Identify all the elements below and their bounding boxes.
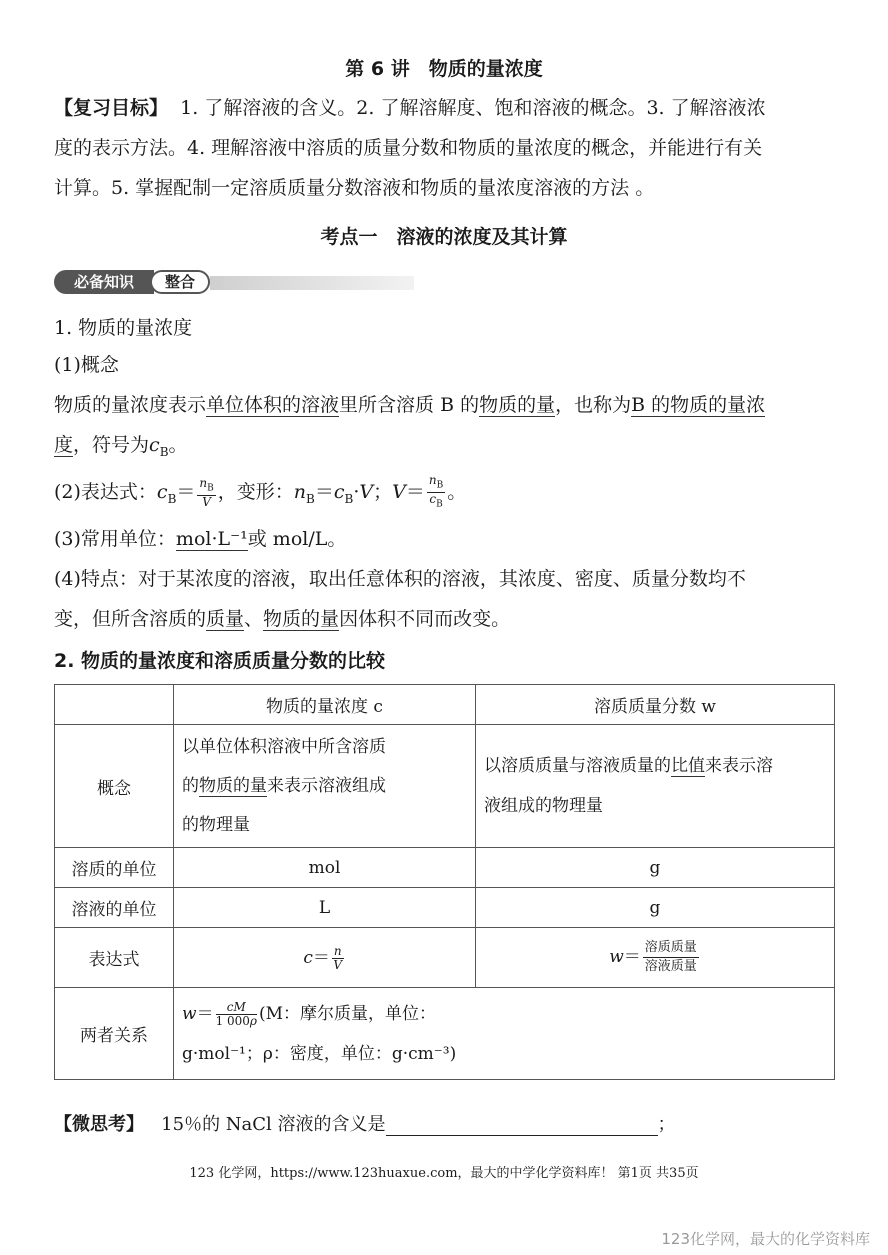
- text: 的: [182, 775, 199, 796]
- item-label: (3)常用单位：: [54, 527, 176, 550]
- table-row: [55, 928, 835, 988]
- table-header: 溶质质量分数 w: [476, 685, 835, 725]
- page-footer: 123 化学网，https://www.123huaxue.com，最大的中学化学资料库！ 第1页 共35页: [189, 1166, 699, 1181]
- underlined-term: 物质的量: [199, 775, 267, 796]
- think-question: [54, 1110, 676, 1136]
- row-label: 概念: [55, 725, 174, 848]
- table-cell: mol: [174, 848, 476, 888]
- table-header: 物质的量浓度 c: [174, 685, 476, 725]
- comparison-table: [54, 684, 835, 1080]
- text: ，符号为: [73, 434, 150, 456]
- table-row: [55, 888, 835, 928]
- symbol-sub: B: [159, 444, 169, 459]
- subsection-heading: 1. 物质的量浓度: [54, 317, 193, 339]
- text: 以溶质质量与溶液质量的: [484, 756, 671, 776]
- review-line: 度的表示方法。4. 理解溶液中溶质的质量分数和物质的量浓度的概念，并能进行有关: [54, 137, 763, 159]
- underlined-term: B 的物质的量浓: [631, 394, 766, 416]
- table-cell: L: [174, 888, 476, 928]
- text: ，变形：: [217, 480, 294, 503]
- knowledge-banner: [54, 270, 414, 294]
- review-goals: [54, 88, 838, 208]
- text: 以单位体积溶液中所含溶质: [182, 736, 386, 757]
- table-cell: [55, 685, 174, 725]
- underlined-term: 质量: [206, 607, 245, 630]
- row-label: 表达式: [55, 928, 174, 988]
- subsection-heading: 2. 物质的量浓度和溶质质量分数的比较: [54, 650, 386, 672]
- watermark: 123化学网，最大的化学资料库: [661, 1230, 870, 1248]
- row-label: 两者关系: [55, 988, 174, 1080]
- concept-block: [54, 345, 838, 639]
- page-title: 第 6 讲 物质的量浓度: [345, 58, 543, 80]
- think-label: 【微思考】: [54, 1114, 144, 1135]
- text: 15％的 NaCl 溶液的含义是: [161, 1114, 386, 1135]
- text: 液组成的物理量: [484, 796, 603, 816]
- table-cell: g: [476, 888, 835, 928]
- text: 变，但所含溶质的: [54, 607, 207, 630]
- banner-bar: [210, 276, 414, 290]
- fraction: $\frac{n_B}{V}$: [199, 475, 214, 509]
- expression-line: (2)表达式：$c_B=$ $\frac{n_B}{V}$ ，变形：$n_B=c_B\cdot V$；V＝ $\frac{n_B}{c_B}$ 。: [54, 472, 467, 510]
- table-cell: [174, 725, 476, 848]
- text: 、: [244, 607, 264, 630]
- fraction: $\frac{n}{V}$: [333, 944, 343, 972]
- table-cell: w＝ $\frac{cM}{1 000\rho}$ (M：摩尔质量，单位： g·mol⁻¹；ρ：密度，单位：g·cm⁻³): [174, 988, 835, 1080]
- table-row: [55, 988, 835, 1080]
- text: 或 mol/L。: [247, 527, 347, 550]
- row-label: 溶液的单位: [55, 888, 174, 928]
- section-heading: 考点一 溶液的浓度及其计算: [320, 226, 568, 248]
- table-row: [55, 848, 835, 888]
- item-label: (1)概念: [54, 354, 119, 376]
- underlined-term: 物质的量: [479, 394, 556, 416]
- banner-left: 必备知识: [54, 270, 154, 294]
- text: (4)特点：对于某浓度的溶液，取出任意体积的溶液，其浓度、密度、质量分数均不: [54, 567, 746, 590]
- text: ；: [657, 1114, 676, 1135]
- item-label: (2)表达式：: [54, 480, 157, 503]
- text: g·mol⁻¹；ρ：密度，单位：g·cm⁻³): [182, 1043, 457, 1064]
- text: 物质的量浓度表示: [54, 394, 207, 416]
- underlined-term: 比值: [671, 756, 705, 776]
- fraction: $\frac{cM}{1 000\rho}$: [215, 999, 257, 1028]
- underlined-term: mol·L⁻¹: [175, 527, 248, 550]
- answer-blank[interactable]: [386, 1117, 658, 1136]
- review-line: 计算。5. 掌握配制一定溶质质量分数溶液和物质的量浓度溶液的方法 。: [54, 177, 655, 199]
- text: 因体积不同而改变。: [339, 607, 511, 630]
- banner-right: 整合: [150, 270, 210, 294]
- fraction-denominator: 溶液质量: [644, 959, 697, 974]
- review-label: 【复习目标】: [54, 97, 169, 119]
- text: 的物理量: [182, 814, 250, 835]
- table-cell: g: [476, 848, 835, 888]
- text: ，也称为: [555, 394, 632, 416]
- fraction: [643, 939, 699, 976]
- review-line: 1. 了解溶液的含义。2. 了解溶解度、饱和溶液的概念。3. 了解溶液浓: [180, 97, 766, 119]
- underlined-term: 物质的量: [263, 607, 340, 630]
- table-row: [55, 725, 835, 848]
- table-cell: w＝ $\frac{\text{溶质质量}}{\text{溶液质量}}$: [476, 928, 835, 988]
- text: 。: [168, 434, 188, 456]
- text: 来表示溶: [705, 756, 773, 776]
- text: 来表示溶液组成: [267, 775, 386, 796]
- table-row: [55, 685, 835, 725]
- underlined-term: 单位体积的溶液: [206, 394, 340, 416]
- text: 里所含溶质 B 的: [339, 394, 480, 416]
- text: (M：摩尔质量，单位：: [258, 1003, 437, 1024]
- table-cell: c＝ $\frac{n}{V}$: [174, 928, 476, 988]
- symbol: c: [149, 434, 160, 456]
- table-cell: [476, 725, 835, 848]
- fraction: $\frac{n_B}{c_B}$: [428, 472, 444, 510]
- row-label: 溶质的单位: [55, 848, 174, 888]
- fraction-numerator: 溶质质量: [643, 939, 699, 958]
- underlined-term: 度: [54, 434, 74, 456]
